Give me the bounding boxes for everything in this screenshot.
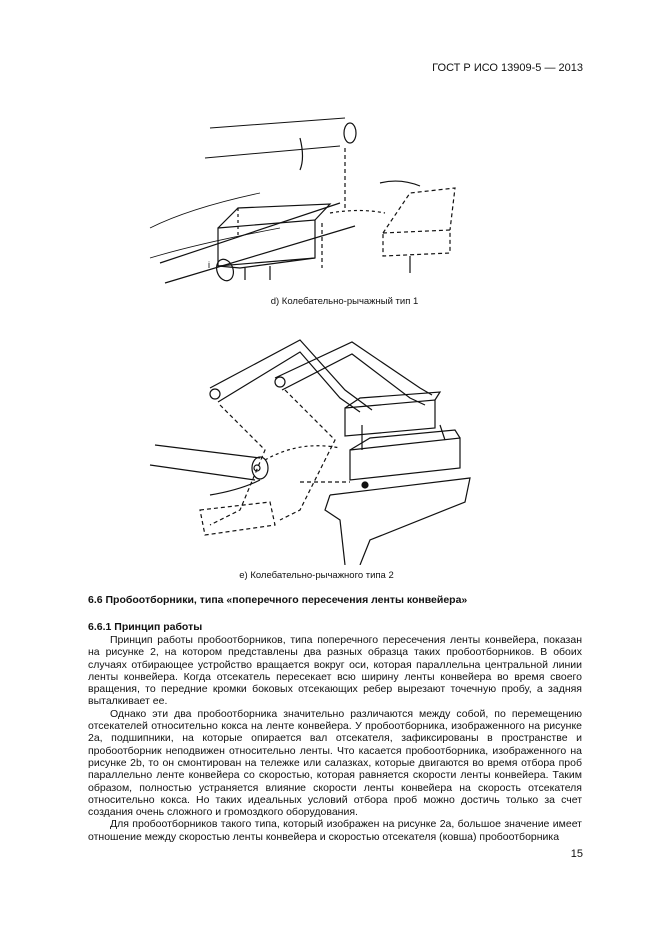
figure-d-oscillating-lever-type-1: [0, 108, 661, 288]
body-text: [88, 634, 582, 843]
subsection-title: 6.6.1 Принцип работы: [88, 621, 203, 633]
figure-d-caption: d) Колебательно-рычажный тип 1: [270, 296, 419, 307]
figure-e-caption: e) Колебательно-рычажного типа 2: [239, 570, 394, 581]
figure-e-oscillating-lever-type-2: [0, 330, 661, 565]
page-header: ГОСТ Р ИСО 13909-5 — 2013: [432, 62, 583, 74]
paragraph: Принцип работы пробоотборников, типа поперечного пересечения ленты конвейера, показан на рисунке 2, на котором представлены два разных образца таких пробоотборников. В обоих случаях отбирающее устройство вращается вокруг оси, которая параллельна центральной линии ленты конвейера. Когда отсекатель пересекает всю ширину ленты конвейера во время своего вращения, то передние кромки боковых отсекающих ребер вырезают точечную пробу, а задняя выталкивает ее.: [88, 634, 582, 708]
figure-d-label-i: i: [208, 260, 210, 270]
paragraph: Для пробоотборников такого типа, который изображен на рисунке 2а, большое значение имеет отношение между скоростью ленты конвейера и скоростью отсекателя (ковша) пробоотборника: [88, 818, 582, 843]
paragraph: Однако эти два пробоотборника значительно различаются между собой, по перемещению отсекателей относительно кокса на ленте конвейера. У пробоотборника, изображенного на рисунке 2а, подшипники, на которые опирается вал отсекателя, зафиксированы в пространстве и пробоотборник неподвижен относительно ленты. Что касается пробоотборника, изображенного на рисунке 2b, то он смонтирован на тележке или салазках, которые двигаются во время отбора проб параллельно ленте конвейера со скоростью, которая равняется скорости ленты конвейера. Таким образом, полностью устраняется влияние скорости ленты конвейера на скорость отсекателя относительно кокса. Но таких идеальных условий отбора проб можно достичь только за счет создания очень сложного и громоздкого оборудования.: [88, 707, 582, 819]
page-number: 15: [570, 848, 583, 860]
section-title: 6.6 Пробоотборники, типа «поперечного пересечения ленты конвейера»: [88, 594, 468, 606]
